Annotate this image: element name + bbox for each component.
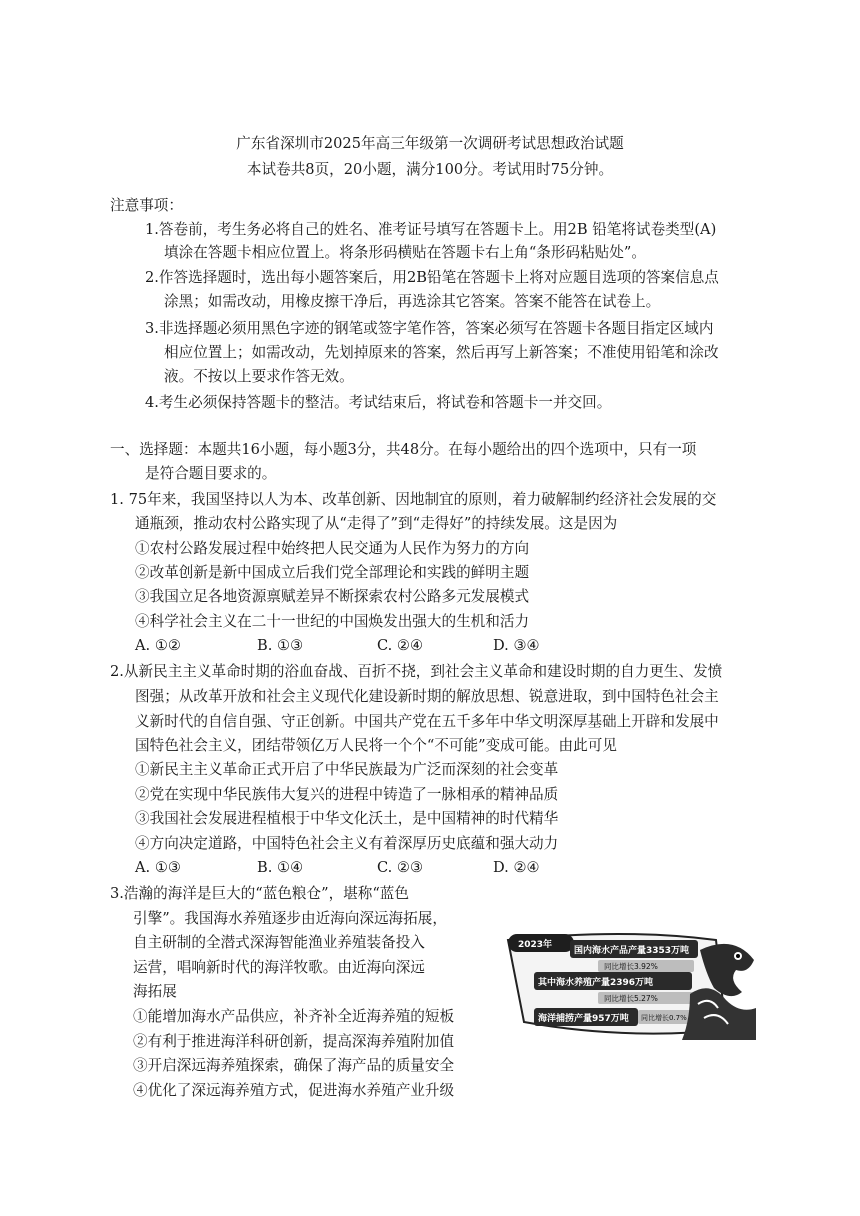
- notice-line: 4.考生必须保持答题卡的整洁。考试结束后，将试卷和答题卡一并交回。: [145, 394, 612, 411]
- infographic-row-3-label: 海洋捕捞产量957万吨: [538, 1014, 629, 1024]
- option-a: A. ①③: [135, 859, 181, 876]
- infographic-graphic: [504, 930, 756, 1042]
- statement-2: ②改革创新是新中国成立后我们党全部理论和实践的鲜明主题: [135, 564, 530, 581]
- statement-4: ④优化了深远海养殖方式，促进海水养殖产业升级: [133, 1082, 455, 1099]
- option-a: A. ①②: [135, 637, 181, 654]
- notice-line: 液。不按以上要求作答无效。: [164, 368, 354, 385]
- infographic-row-2-change: 同比增长5.27%: [604, 994, 658, 1003]
- statement-2: ②党在实现中华民族伟大复兴的进程中铸造了一脉相承的精神品质: [135, 786, 559, 803]
- question-stem-line: 国特色社会主义，团结带领亿万人民将一个个“不可能”变成可能。由此可见: [135, 737, 617, 754]
- notice-line: 1.答卷前，考生务必将自己的姓名、准考证号填写在答题卡上。用2B 铅笔将试卷类型(A): [145, 221, 717, 238]
- option-c: C. ②③: [377, 859, 424, 876]
- exam-subtitle: 本试卷共8页，20小题，满分100分。考试用时75分钟。: [246, 161, 614, 178]
- option-b: B. ①④: [257, 859, 304, 876]
- option-c: C. ②④: [377, 637, 424, 654]
- option-b: B. ①③: [257, 637, 304, 654]
- infographic-row-3-change: 同比增长0.7%: [641, 1014, 687, 1022]
- option-d: D. ③④: [493, 637, 540, 654]
- question-stem-line: 通瓶颈，推动农村公路实现了从“走得了”到“走得好”的持续发展。这是因为: [135, 515, 618, 532]
- infographic-row-1-change: 同比增长3.92%: [604, 962, 658, 971]
- notice-line: 2.作答选择题时，选出每小题答案后，用2B铅笔在答题卡上将对应题目选项的答案信息点: [145, 269, 719, 286]
- question-stem-line: 自主研制的全潜式深海智能渔业养殖装备投入: [133, 934, 425, 951]
- statement-1: ①农村公路发展过程中始终把人民交通为人民作为努力的方向: [135, 540, 530, 557]
- question-stem-line: 运营，唱响新时代的海洋牧歌。由近海向深远: [133, 959, 425, 976]
- statement-4: ④科学社会主义在二十一世纪的中国焕发出强大的生机和活力: [135, 613, 530, 630]
- question-stem-line: 1. 75年来，我国坚持以人为本、改革创新、因地制宜的原则，着力破解制约经济社会发展的交: [110, 491, 717, 508]
- question-stem-line: 2.从新民主主义革命时期的浴血奋战、百折不挠，到社会主义革命和建设时期的自力更生、发愤: [110, 663, 723, 680]
- notice-line: 涂黑；如需改动，用橡皮擦干净后，再选涂其它答案。答案不能答在试卷上。: [164, 293, 661, 310]
- exam-title: 广东省深圳市2025年高三年级第一次调研考试思想政治试题: [236, 135, 624, 152]
- statement-1: ①能增加海水产品供应，补齐补全近海养殖的短板: [133, 1008, 455, 1025]
- infographic-year: 2023年: [518, 940, 553, 950]
- infographic-row-1-label: 国内海水产品产量3353万吨: [574, 946, 690, 956]
- question-stem-line: 引擎”。我国海水养殖逐步由近海向深远海拓展，: [133, 910, 447, 927]
- notice-line: 相应位置上；如需改动，先划掉原来的答案，然后再写上新答案；不准使用铅笔和涂改: [164, 344, 719, 361]
- option-d: D. ②④: [493, 859, 540, 876]
- statement-2: ②有利于推进海洋科研创新，提高深海养殖附加值: [133, 1033, 455, 1050]
- notice-line: 3.非选择题必须用黑色字迹的钢笔或签字笔作答，答案必须写在答题卡各题目指定区域内: [145, 320, 714, 337]
- statement-4: ④方向决定道路，中国特色社会主义有着深厚历史底蕴和强大动力: [135, 835, 559, 852]
- statement-3: ③开启深远海养殖探索，确保了海产品的质量安全: [133, 1057, 455, 1074]
- question-stem-line: 海拓展: [133, 983, 177, 1000]
- statement-3: ③我国社会发展进程植根于中华文化沃土，是中国精神的时代精华: [135, 810, 559, 827]
- question-stem-line: 义新时代的自信自强、守正创新。中国共产党在五千多年中华文明深厚基础上开辟和发展中: [135, 713, 719, 730]
- section-heading-cont: 是符合题目要求的。: [145, 465, 277, 482]
- aquaculture-infographic: [504, 930, 756, 1042]
- question-stem-line: 3.浩瀚的海洋是巨大的“蓝色粮仓”，堪称“蓝色: [110, 885, 409, 902]
- notice-line: 填涂在答题卡相应位置上。将条形码横贴在答题卡右上角“条形码粘贴处”。: [164, 244, 646, 261]
- section-heading: 一、选择题：本题共16小题，每小题3分，共48分。在每小题给出的四个选项中，只有一项: [110, 441, 697, 458]
- statement-3: ③我国立足各地资源禀赋差异不断探索农村公路多元发展模式: [135, 588, 530, 605]
- question-stem-line: 图强；从改革开放和社会主义现代化建设新时期的解放思想、锐意进取，到中国特色社会主: [135, 688, 719, 705]
- statement-1: ①新民主主义革命正式开启了中华民族最为广泛而深刻的社会变革: [135, 761, 559, 778]
- infographic-row-2-label: 其中海水养殖产量2396万吨: [538, 978, 654, 988]
- notice-heading: 注意事项：: [110, 197, 183, 214]
